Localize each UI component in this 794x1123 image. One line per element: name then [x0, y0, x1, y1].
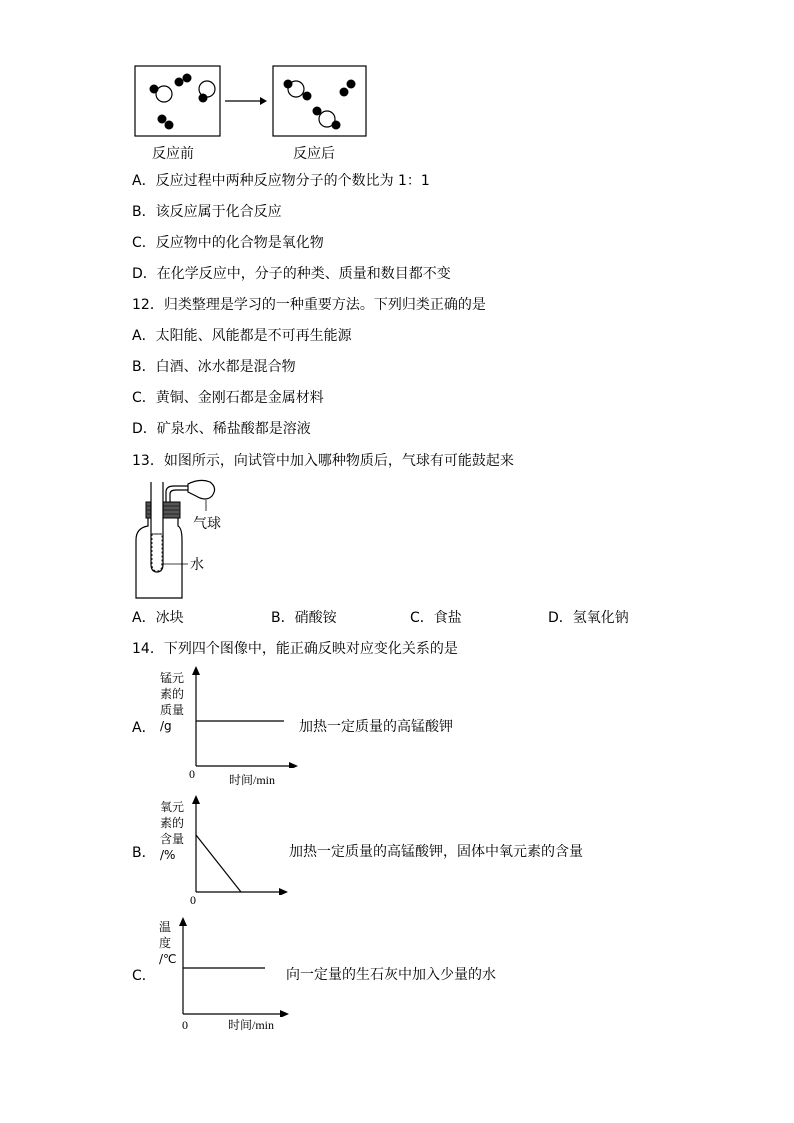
graph-b-origin: 0: [190, 893, 196, 907]
arrow-head: [260, 97, 267, 105]
ylabel-line: 锰元: [160, 671, 185, 685]
before-label: 反应前: [152, 146, 194, 162]
q11-option-b: B．该反应属于化合反应: [132, 204, 282, 220]
q11-option-a: A．反应过程中两种反应物分子的个数比为 1：1: [132, 173, 430, 189]
reaction-particles: [130, 62, 375, 142]
graph-a-axes: [190, 666, 300, 772]
graph-c-desc: 向一定量的生石灰中加入少量的水: [286, 967, 496, 983]
q13-option-b: B．硝酸铵: [271, 610, 337, 626]
ylabel-line: 素的: [160, 816, 185, 830]
graph-c-axes: [177, 917, 293, 1021]
q12-option-d: D．矿泉水、稀盐酸都是溶液: [132, 421, 311, 437]
balloon: [188, 480, 215, 499]
ylabel-line: 质量: [160, 703, 185, 717]
graph-c-xlabel: 时间/min: [228, 1018, 275, 1032]
flask-apparatus: [130, 476, 230, 601]
ylabel-line: 度: [159, 936, 172, 950]
q14-stem: 14．下列四个图像中，能正确反映对应变化关系的是: [132, 641, 458, 657]
apparatus-diagram: [130, 476, 230, 601]
ylabel-line: 素的: [160, 687, 185, 701]
q13-stem: 13．如图所示，向试管中加入哪种物质后，气球有可能鼓起来: [132, 453, 514, 469]
q12-option-a: A．太阳能、风能都是不可再生能源: [132, 328, 352, 344]
black-atom: [175, 78, 184, 87]
graph-a-letter: A．: [132, 720, 156, 736]
ylabel-line: 温: [159, 920, 172, 934]
black-atom: [199, 94, 208, 103]
ylabel-line: 氧元: [160, 800, 185, 814]
black-atom: [303, 92, 312, 101]
graph-c-letter: C．: [132, 968, 156, 984]
reaction-diagram: [130, 62, 375, 142]
balloon-label: 气球: [193, 516, 221, 532]
q11-option-d: D．在化学反应中，分子的种类、质量和数目都不变: [132, 266, 451, 282]
black-atom: [347, 80, 356, 89]
black-atom: [183, 74, 192, 83]
graph-a-xlabel: 时间/min: [229, 773, 276, 787]
graph-b-line: [196, 835, 241, 892]
ylabel-line: /℃: [159, 952, 177, 966]
black-atom: [313, 107, 322, 116]
black-atom: [158, 115, 167, 124]
graph-b-desc: 加热一定质量的高锰酸钾，固体中氧元素的含量: [289, 844, 583, 860]
black-atom: [165, 121, 174, 130]
q11-option-c: C．反应物中的化合物是氧化物: [132, 235, 324, 251]
graph-a-desc: 加热一定质量的高锰酸钾: [299, 719, 453, 735]
after-label: 反应后: [293, 146, 335, 162]
q13-option-a: A．冰块: [132, 610, 184, 626]
delivery-tube: [166, 486, 188, 502]
black-atom: [150, 85, 159, 94]
ylabel-line: /g: [160, 719, 172, 733]
q13-option-c: C．食盐: [410, 610, 462, 626]
graph-a-ylabel: [160, 670, 184, 734]
water-label: 水: [190, 557, 204, 573]
black-atom: [340, 88, 349, 97]
q12-option-b: B．白酒、冰水都是混合物: [132, 359, 296, 375]
graph-b-letter: B．: [132, 845, 156, 861]
graph-c-ylabel: [159, 919, 177, 967]
water-in-tube: [152, 534, 162, 571]
ylabel-line: /%: [160, 848, 176, 862]
black-atom: [332, 121, 341, 130]
graph-a-origin: 0: [189, 767, 195, 781]
graph-b-axes: [190, 795, 290, 899]
q12-option-c: C．黄铜、金刚石都是金属材料: [132, 390, 324, 406]
q13-option-d: D．氢氧化钠: [548, 610, 629, 626]
after-box: [273, 66, 366, 136]
before-box: [135, 66, 220, 136]
graph-b-ylabel: [160, 799, 184, 863]
graph-c-origin: 0: [182, 1018, 188, 1032]
black-atom: [284, 80, 293, 89]
ylabel-line: 含量: [160, 832, 185, 846]
q12-stem: 12．归类整理是学习的一种重要方法。下列归类正确的是: [132, 297, 486, 313]
